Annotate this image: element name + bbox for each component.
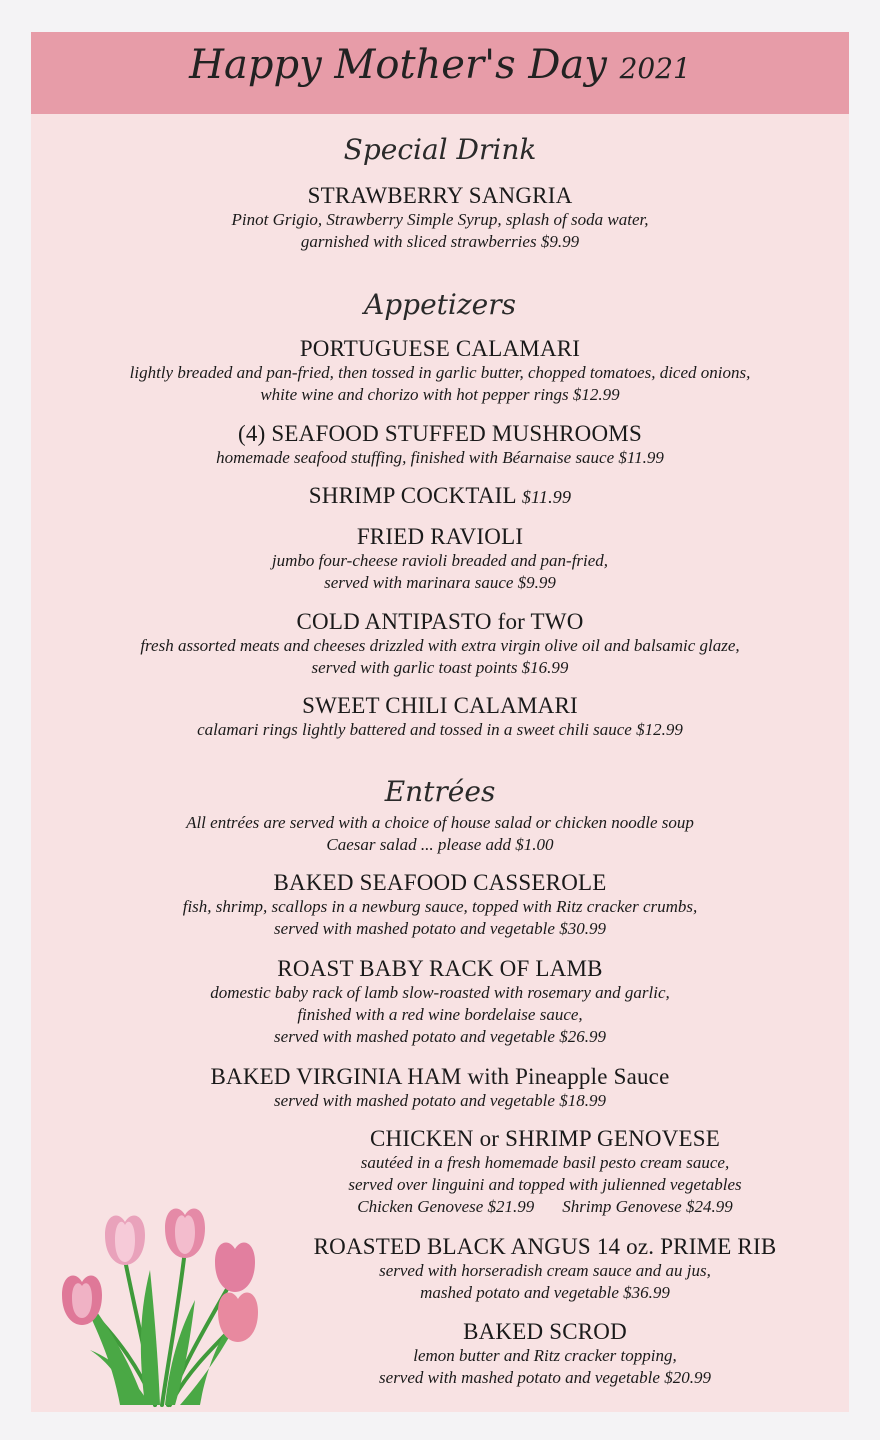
- menu-item: [0, 608, 880, 679]
- menu-item: [0, 335, 880, 406]
- menu-item: [0, 182, 880, 253]
- menu-item: [0, 523, 880, 594]
- item-name: BAKED SEAFOOD CASSEROLE: [273, 870, 607, 895]
- item-name: PORTUGUESE CALAMARI: [299, 336, 581, 361]
- menu-item: [280, 1125, 810, 1218]
- item-desc-line: served with mashed potato and vegetable $20.99: [379, 1368, 711, 1387]
- item-name: STRAWBERRY SANGRIA: [307, 183, 573, 208]
- item-price-line: [280, 1196, 810, 1218]
- menu-item: [0, 482, 880, 511]
- item-desc-line: served over linguini and topped with julienned vegetables: [348, 1175, 742, 1194]
- item-desc-line: served with marinara sauce $9.99: [324, 573, 556, 592]
- item-price: Chicken Genovese $21.99: [357, 1197, 535, 1216]
- page-title: [31, 42, 849, 88]
- item-desc-line: served with mashed potato and vegetable $30.99: [274, 919, 606, 938]
- item-name-line: [0, 482, 880, 511]
- item-price: Shrimp Genovese $24.99: [562, 1197, 733, 1216]
- menu-item: [0, 955, 880, 1048]
- item-name: ROASTED BLACK ANGUS 14 oz. PRIME RIB: [313, 1234, 777, 1259]
- item-name: ROAST BABY RACK OF LAMB: [277, 956, 603, 981]
- menu-item: [0, 692, 880, 741]
- item-name: COLD ANTIPASTO for TWO: [296, 609, 584, 634]
- item-desc-line: mashed potato and vegetable $36.99: [420, 1283, 670, 1302]
- item-desc-line: sautéed in a fresh homemade basil pesto cream sauce,: [360, 1153, 730, 1172]
- entrees-note: [0, 812, 880, 856]
- note-line: Caesar salad ... please add $1.00: [326, 835, 554, 854]
- item-desc-line: served with mashed potato and vegetable $18.99: [274, 1091, 606, 1110]
- item-price: $11.99: [521, 487, 572, 507]
- item-desc-line: fish, shrimp, scallops in a newburg sauce, topped with Ritz cracker crumbs,: [182, 897, 698, 916]
- item-desc-line: homemade seafood stuffing, finished with Béarnaise sauce $11.99: [216, 448, 664, 467]
- special-drink-heading: Special Drink: [343, 133, 537, 166]
- menu-item: [0, 420, 880, 469]
- tulip-flowers: [62, 1209, 258, 1342]
- tulip-bouquet-icon: [50, 1200, 270, 1410]
- item-name: FRIED RAVIOLI: [356, 524, 524, 549]
- item-name: CHICKEN or SHRIMP GENOVESE: [370, 1126, 720, 1151]
- header-banner: [31, 32, 849, 114]
- item-desc-line: domestic baby rack of lamb slow-roasted with rosemary and garlic,: [210, 983, 670, 1002]
- item-desc-line: served with mashed potato and vegetable $26.99: [274, 1027, 606, 1046]
- menu-item: [280, 1233, 810, 1304]
- item-desc-line: Pinot Grigio, Strawberry Simple Syrup, splash of soda water,: [231, 210, 649, 229]
- title-year: 2021: [619, 52, 691, 85]
- item-name: BAKED SCROD: [463, 1319, 627, 1344]
- item-desc-line: finished with a red wine bordelaise sauce,: [297, 1005, 583, 1024]
- menu-item: [0, 869, 880, 940]
- item-name: BAKED VIRGINIA HAM with Pineapple Sauce: [210, 1064, 670, 1089]
- item-desc-line: lightly breaded and pan-fried, then tossed in garlic butter, chopped tomatoes, diced onions,: [129, 363, 751, 382]
- entrees-heading: Entrées: [384, 775, 496, 808]
- item-desc-line: jumbo four-cheese ravioli breaded and pan-fried,: [271, 551, 609, 570]
- item-name: SHRIMP COCKTAIL: [308, 483, 516, 508]
- item-desc-line: garnished with sliced strawberries $9.99: [300, 232, 580, 251]
- title-text: Happy Mother's Day: [189, 42, 607, 88]
- menu-item: [0, 1063, 880, 1112]
- note-line: All entrées are served with a choice of house salad or chicken noodle soup: [186, 813, 694, 832]
- item-desc-line: lemon butter and Ritz cracker topping,: [413, 1346, 677, 1365]
- item-desc-line: fresh assorted meats and cheeses drizzled with extra virgin olive oil and balsamic glaze,: [140, 636, 740, 655]
- item-desc-line: served with garlic toast points $16.99: [311, 658, 569, 677]
- menu-item: [280, 1318, 810, 1389]
- item-desc-line: white wine and chorizo with hot pepper rings $12.99: [260, 385, 620, 404]
- appetizers-heading: Appetizers: [364, 288, 516, 321]
- item-name: (4) SEAFOOD STUFFED MUSHROOMS: [238, 421, 642, 446]
- item-desc-line: calamari rings lightly battered and tossed in a sweet chili sauce $12.99: [197, 720, 683, 739]
- item-desc-line: served with horseradish cream sauce and au jus,: [379, 1261, 711, 1280]
- item-name: SWEET CHILI CALAMARI: [302, 693, 578, 718]
